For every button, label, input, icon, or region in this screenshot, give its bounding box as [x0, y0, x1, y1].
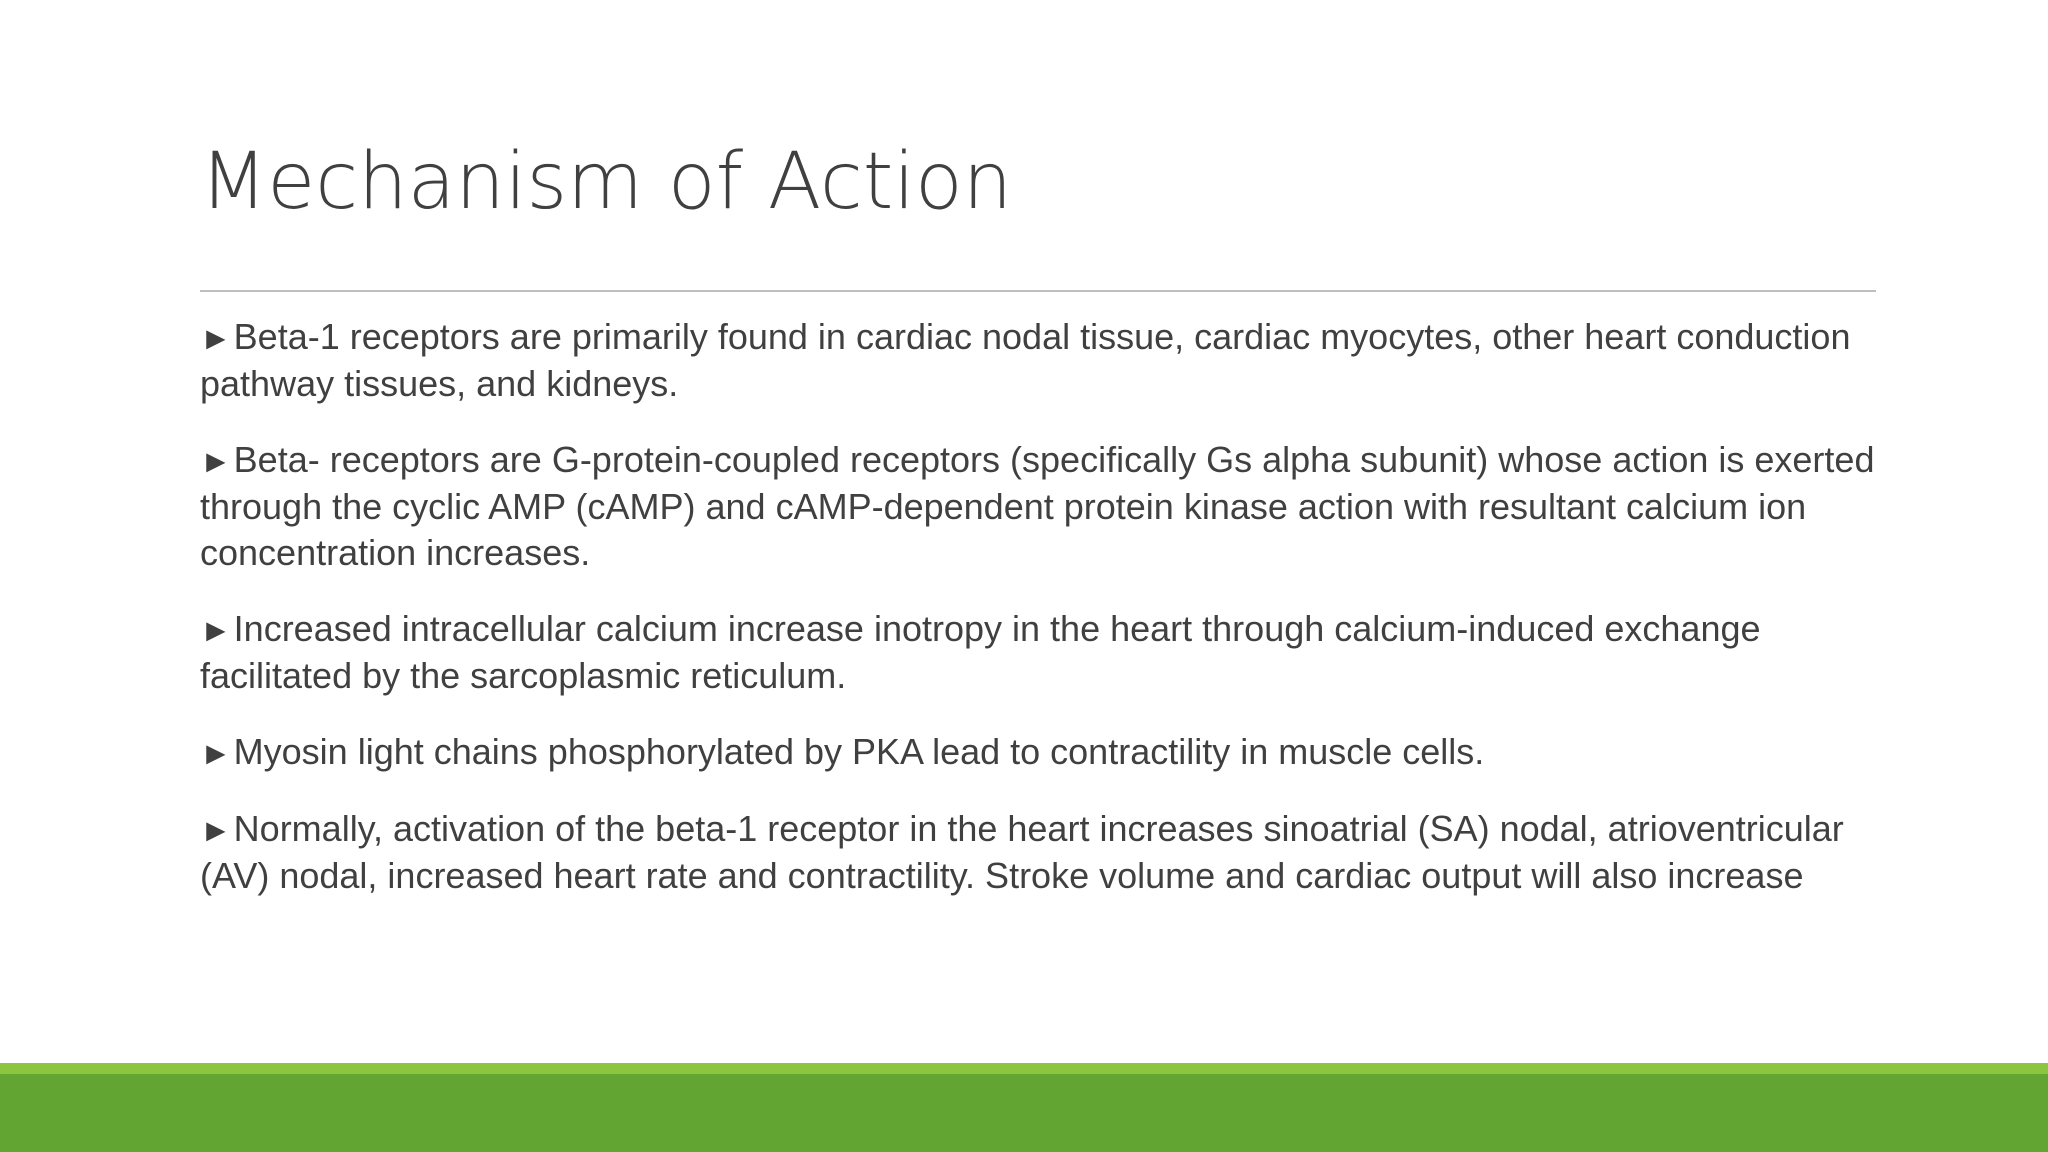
bullet-text: Increased intracellular calcium increase inotropy in the heart through calcium-induced exchange facilitated by the sarcoplasmic reticulum.	[200, 608, 1761, 696]
triangle-bullet-icon: ►	[200, 812, 232, 848]
triangle-bullet-icon: ►	[200, 612, 232, 648]
slide-title: Mechanism of Action	[200, 137, 1013, 227]
footer-stripe	[0, 1063, 2048, 1074]
bullet-text: Myosin light chains phosphorylated by PKA lead to contractility in muscle cells.	[233, 731, 1485, 772]
bullet-item	[200, 314, 1880, 407]
bullet-text: Normally, activation of the beta-1 receptor in the heart increases sinoatrial (SA) nodal, atrioventricular (AV) nodal, increased heart rate and contractility. Stroke volume and cardiac output will also increase	[200, 808, 1844, 896]
bullet-item	[200, 437, 1880, 576]
triangle-bullet-icon: ►	[200, 735, 232, 771]
bullet-text: Beta- receptors are G-protein-coupled receptors (specifically Gs alpha subunit) whose action is exerted through the cyclic AMP (cAMP) and cAMP-dependent protein kinase action with resultant calcium ion concentration increases.	[200, 439, 1875, 573]
footer-band	[0, 1063, 2048, 1152]
bullet-item	[200, 806, 1880, 899]
bullet-item	[200, 606, 1880, 699]
bullet-text: Beta-1 receptors are primarily found in cardiac nodal tissue, cardiac myocytes, other heart conduction pathway tissues, and kidneys.	[200, 316, 1851, 404]
bullet-list	[200, 314, 1880, 929]
bullet-item	[200, 729, 1880, 776]
triangle-bullet-icon: ►	[200, 320, 232, 356]
triangle-bullet-icon: ►	[200, 443, 232, 479]
title-divider	[200, 290, 1876, 292]
